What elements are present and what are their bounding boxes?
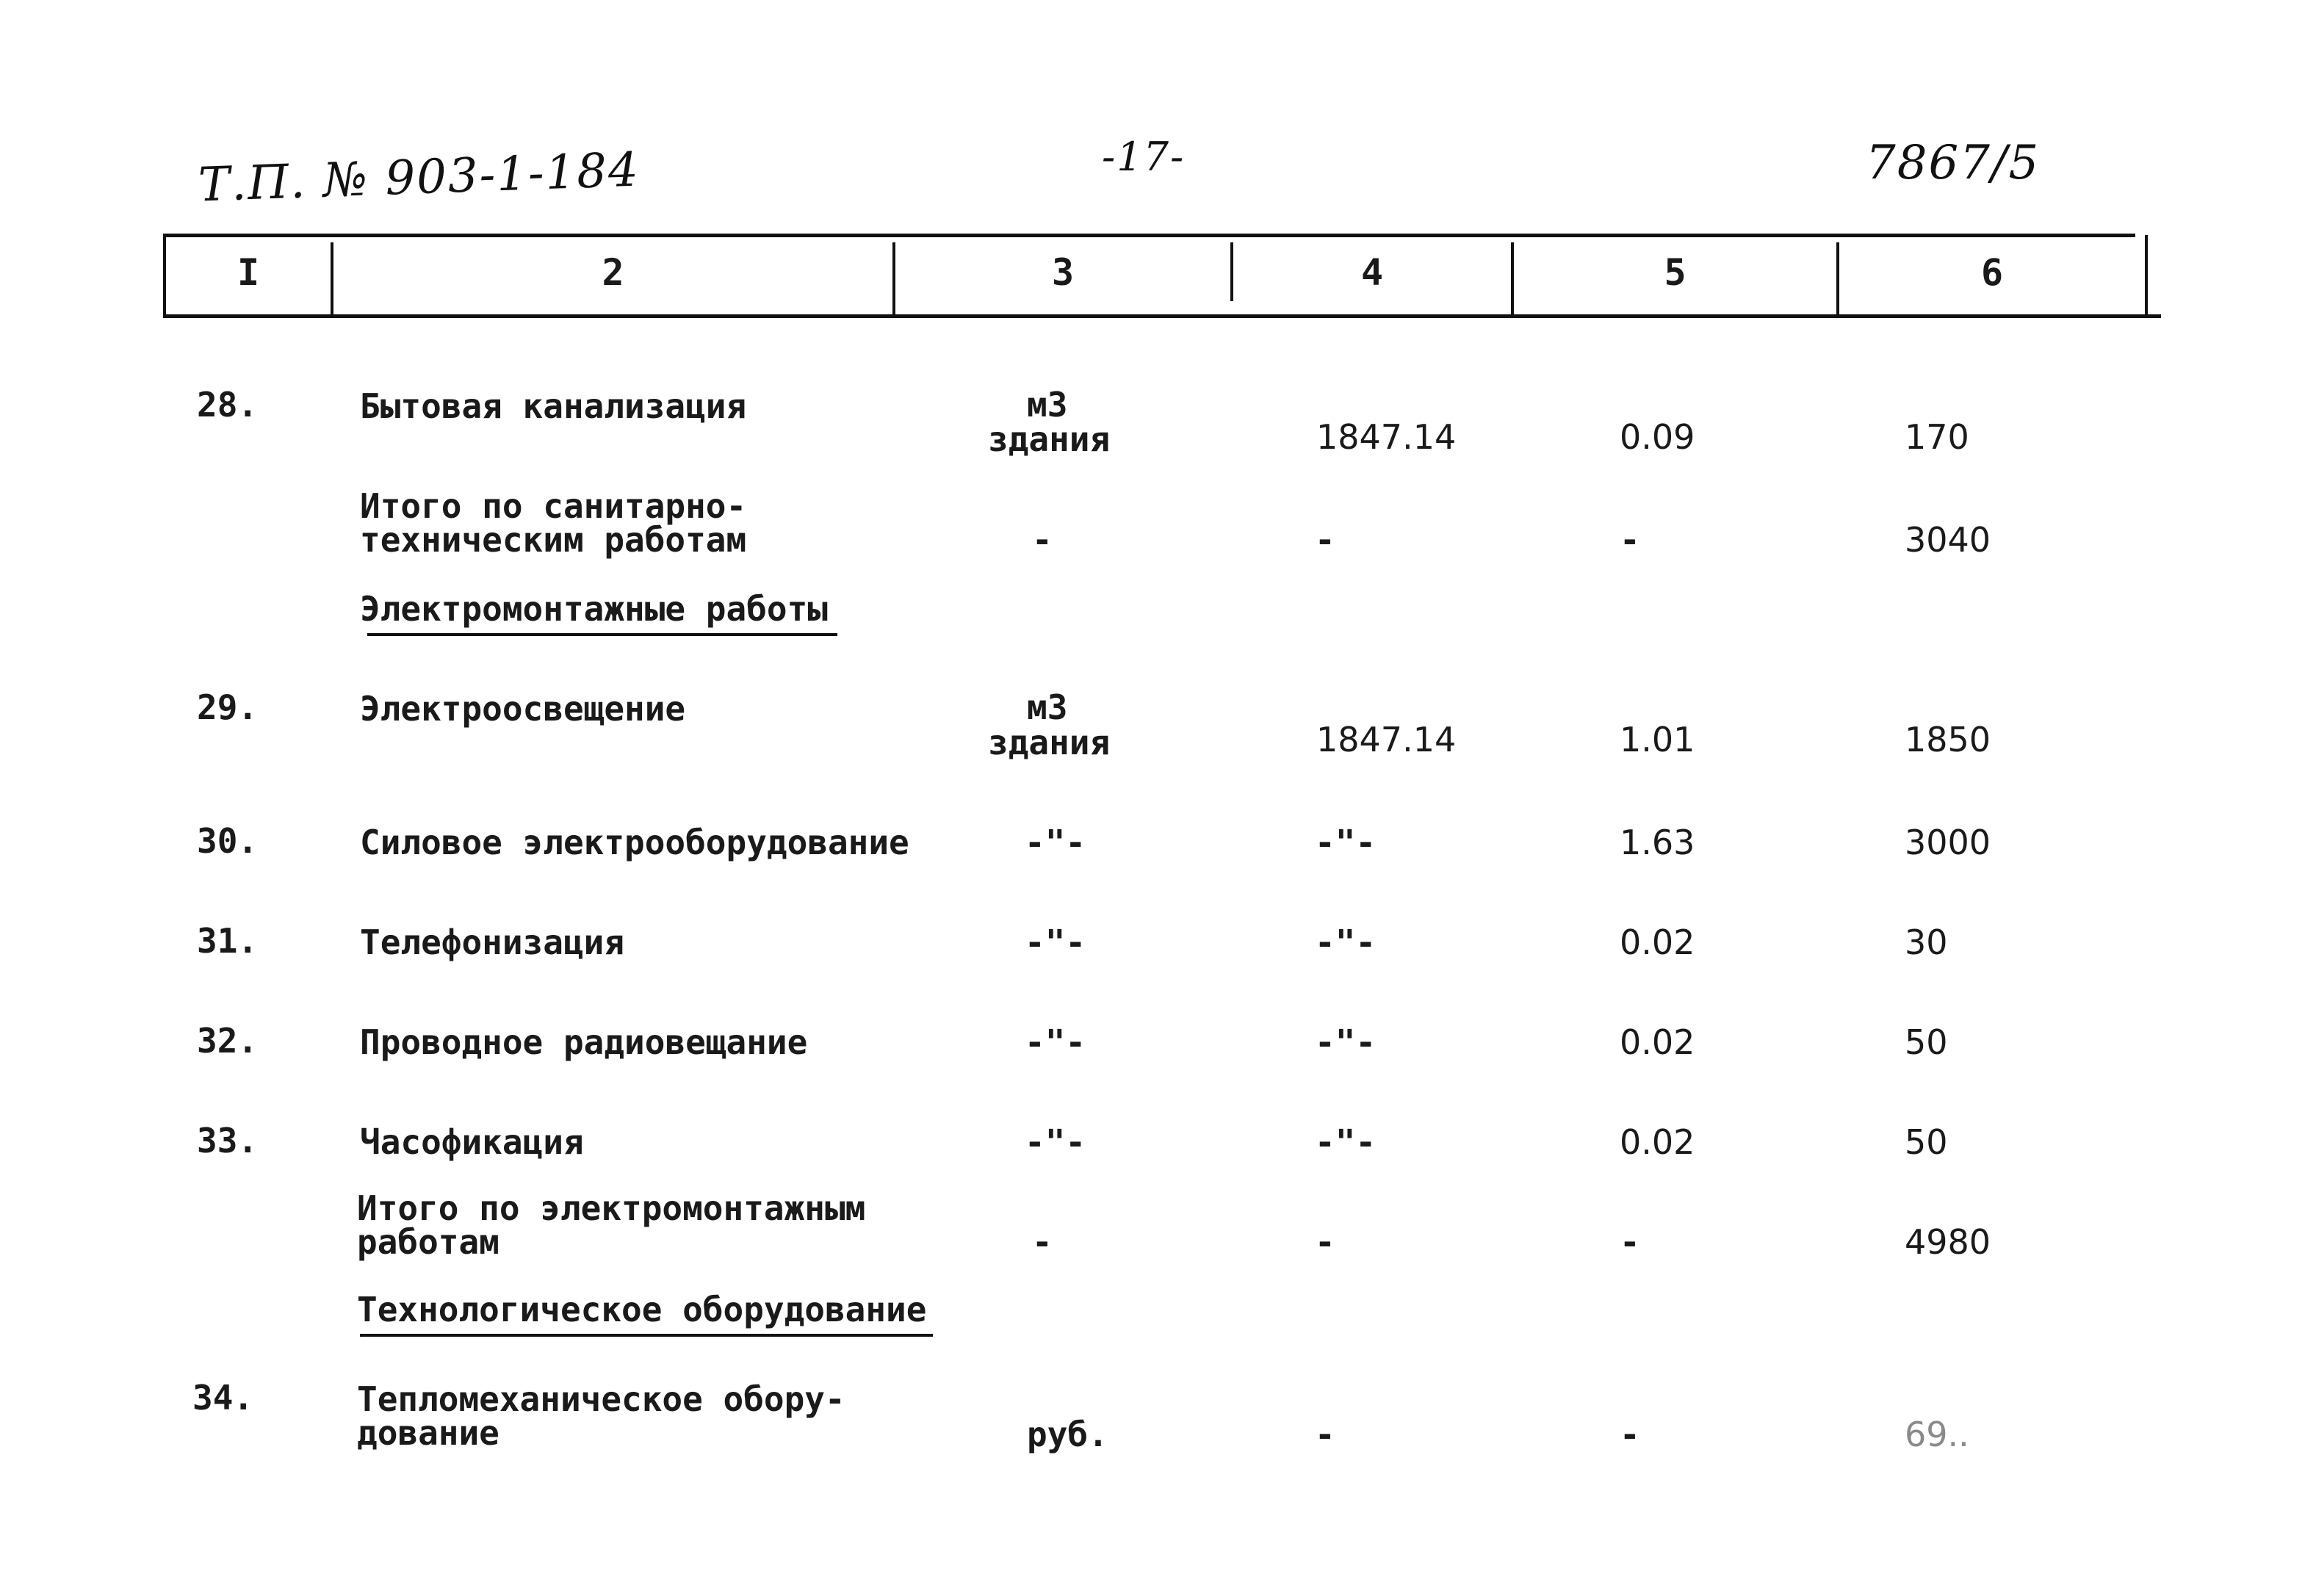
row-unit: -"- [1025,1122,1086,1162]
row-name: Силовое электрооборудование [360,823,909,862]
row-number: 34. [192,1378,254,1418]
row-unit: здания [988,723,1111,762]
row-name: Бытовая канализация [360,386,747,426]
column-header: I [237,251,260,294]
row-name: Электроосвещение [360,689,686,729]
row-qty: - [1315,1415,1335,1454]
document-number: Т.П. № 903-1-184 [197,142,641,213]
row-name: Часофикация [360,1122,584,1162]
column-header: 2 [602,251,624,294]
row-rate: 0.02 [1620,922,1695,962]
row-unit: здания [988,419,1111,459]
page-number: -17- [1102,134,1186,180]
column-header: 6 [1980,251,2004,294]
row-total: 50 [1905,1022,1948,1062]
row-number: 32. [197,1021,259,1061]
column-header: 5 [1664,251,1687,294]
row-unit: -"- [1025,922,1086,962]
row-total: 3040 [1905,520,1991,560]
row-qty: -"- [1315,823,1377,862]
row-rate: 0.02 [1620,1022,1695,1062]
row-unit: -"- [1025,1022,1086,1062]
row-name: Проводное радиовещание [360,1022,808,1062]
row-number: 28. [197,385,259,425]
row-unit: -"- [1025,823,1086,862]
row-unit: м3 [1027,385,1068,425]
row-qty: - [1315,1222,1335,1262]
row-qty: 1847.14 [1316,720,1457,759]
row-total: 170 [1905,417,1969,457]
section-heading: Технологическое оборудование [357,1290,927,1329]
row-rate: - [1620,1222,1640,1262]
row-total: 3000 [1905,823,1991,862]
header-top-rule [163,234,2135,237]
row-rate: 1.63 [1620,823,1695,862]
row-unit: м3 [1027,687,1068,727]
section-underline [367,633,837,636]
row-total: 69.. [1905,1415,1969,1454]
row-total: 1850 [1905,720,1991,759]
section-heading: Электромонтажные работы [360,589,828,629]
row-rate: 0.09 [1620,417,1695,457]
row-rate: 0.02 [1620,1122,1695,1162]
row-qty: -"- [1315,1022,1377,1062]
row-qty: -"- [1315,1122,1377,1162]
sheet-code: 7867/5 [1866,136,2041,190]
row-rate: - [1620,520,1640,560]
row-qty: 1847.14 [1316,417,1457,457]
row-qty: -"- [1315,922,1377,962]
row-qty: - [1315,520,1335,560]
row-total: 30 [1905,922,1948,962]
row-rate: - [1620,1415,1640,1454]
row-number: 30. [197,821,259,861]
column-header: 4 [1360,251,1384,294]
col-divider [2145,235,2148,316]
row-total: 4980 [1905,1222,1991,1262]
row-name: техническим работам [360,520,747,560]
row-unit: руб. [1027,1415,1108,1454]
row-total: 50 [1905,1122,1948,1162]
row-number: 31. [197,921,259,961]
row-rate: 1.01 [1620,720,1695,759]
row-number: 33. [197,1121,259,1160]
header-bottom-rule [163,314,2161,318]
row-unit: - [1032,1222,1053,1262]
row-name: Итого по санитарно- [360,486,747,526]
row-name: дование [357,1413,499,1453]
row-name: Итого по электромонтажным [357,1188,866,1228]
row-name: Телефонизация [360,922,625,962]
row-name: Тепломеханическое обору- [357,1379,845,1419]
row-unit: - [1032,520,1053,560]
column-header: 3 [1051,251,1075,294]
section-underline [360,1334,933,1337]
row-number: 29. [197,687,259,727]
row-name: работам [357,1222,499,1262]
